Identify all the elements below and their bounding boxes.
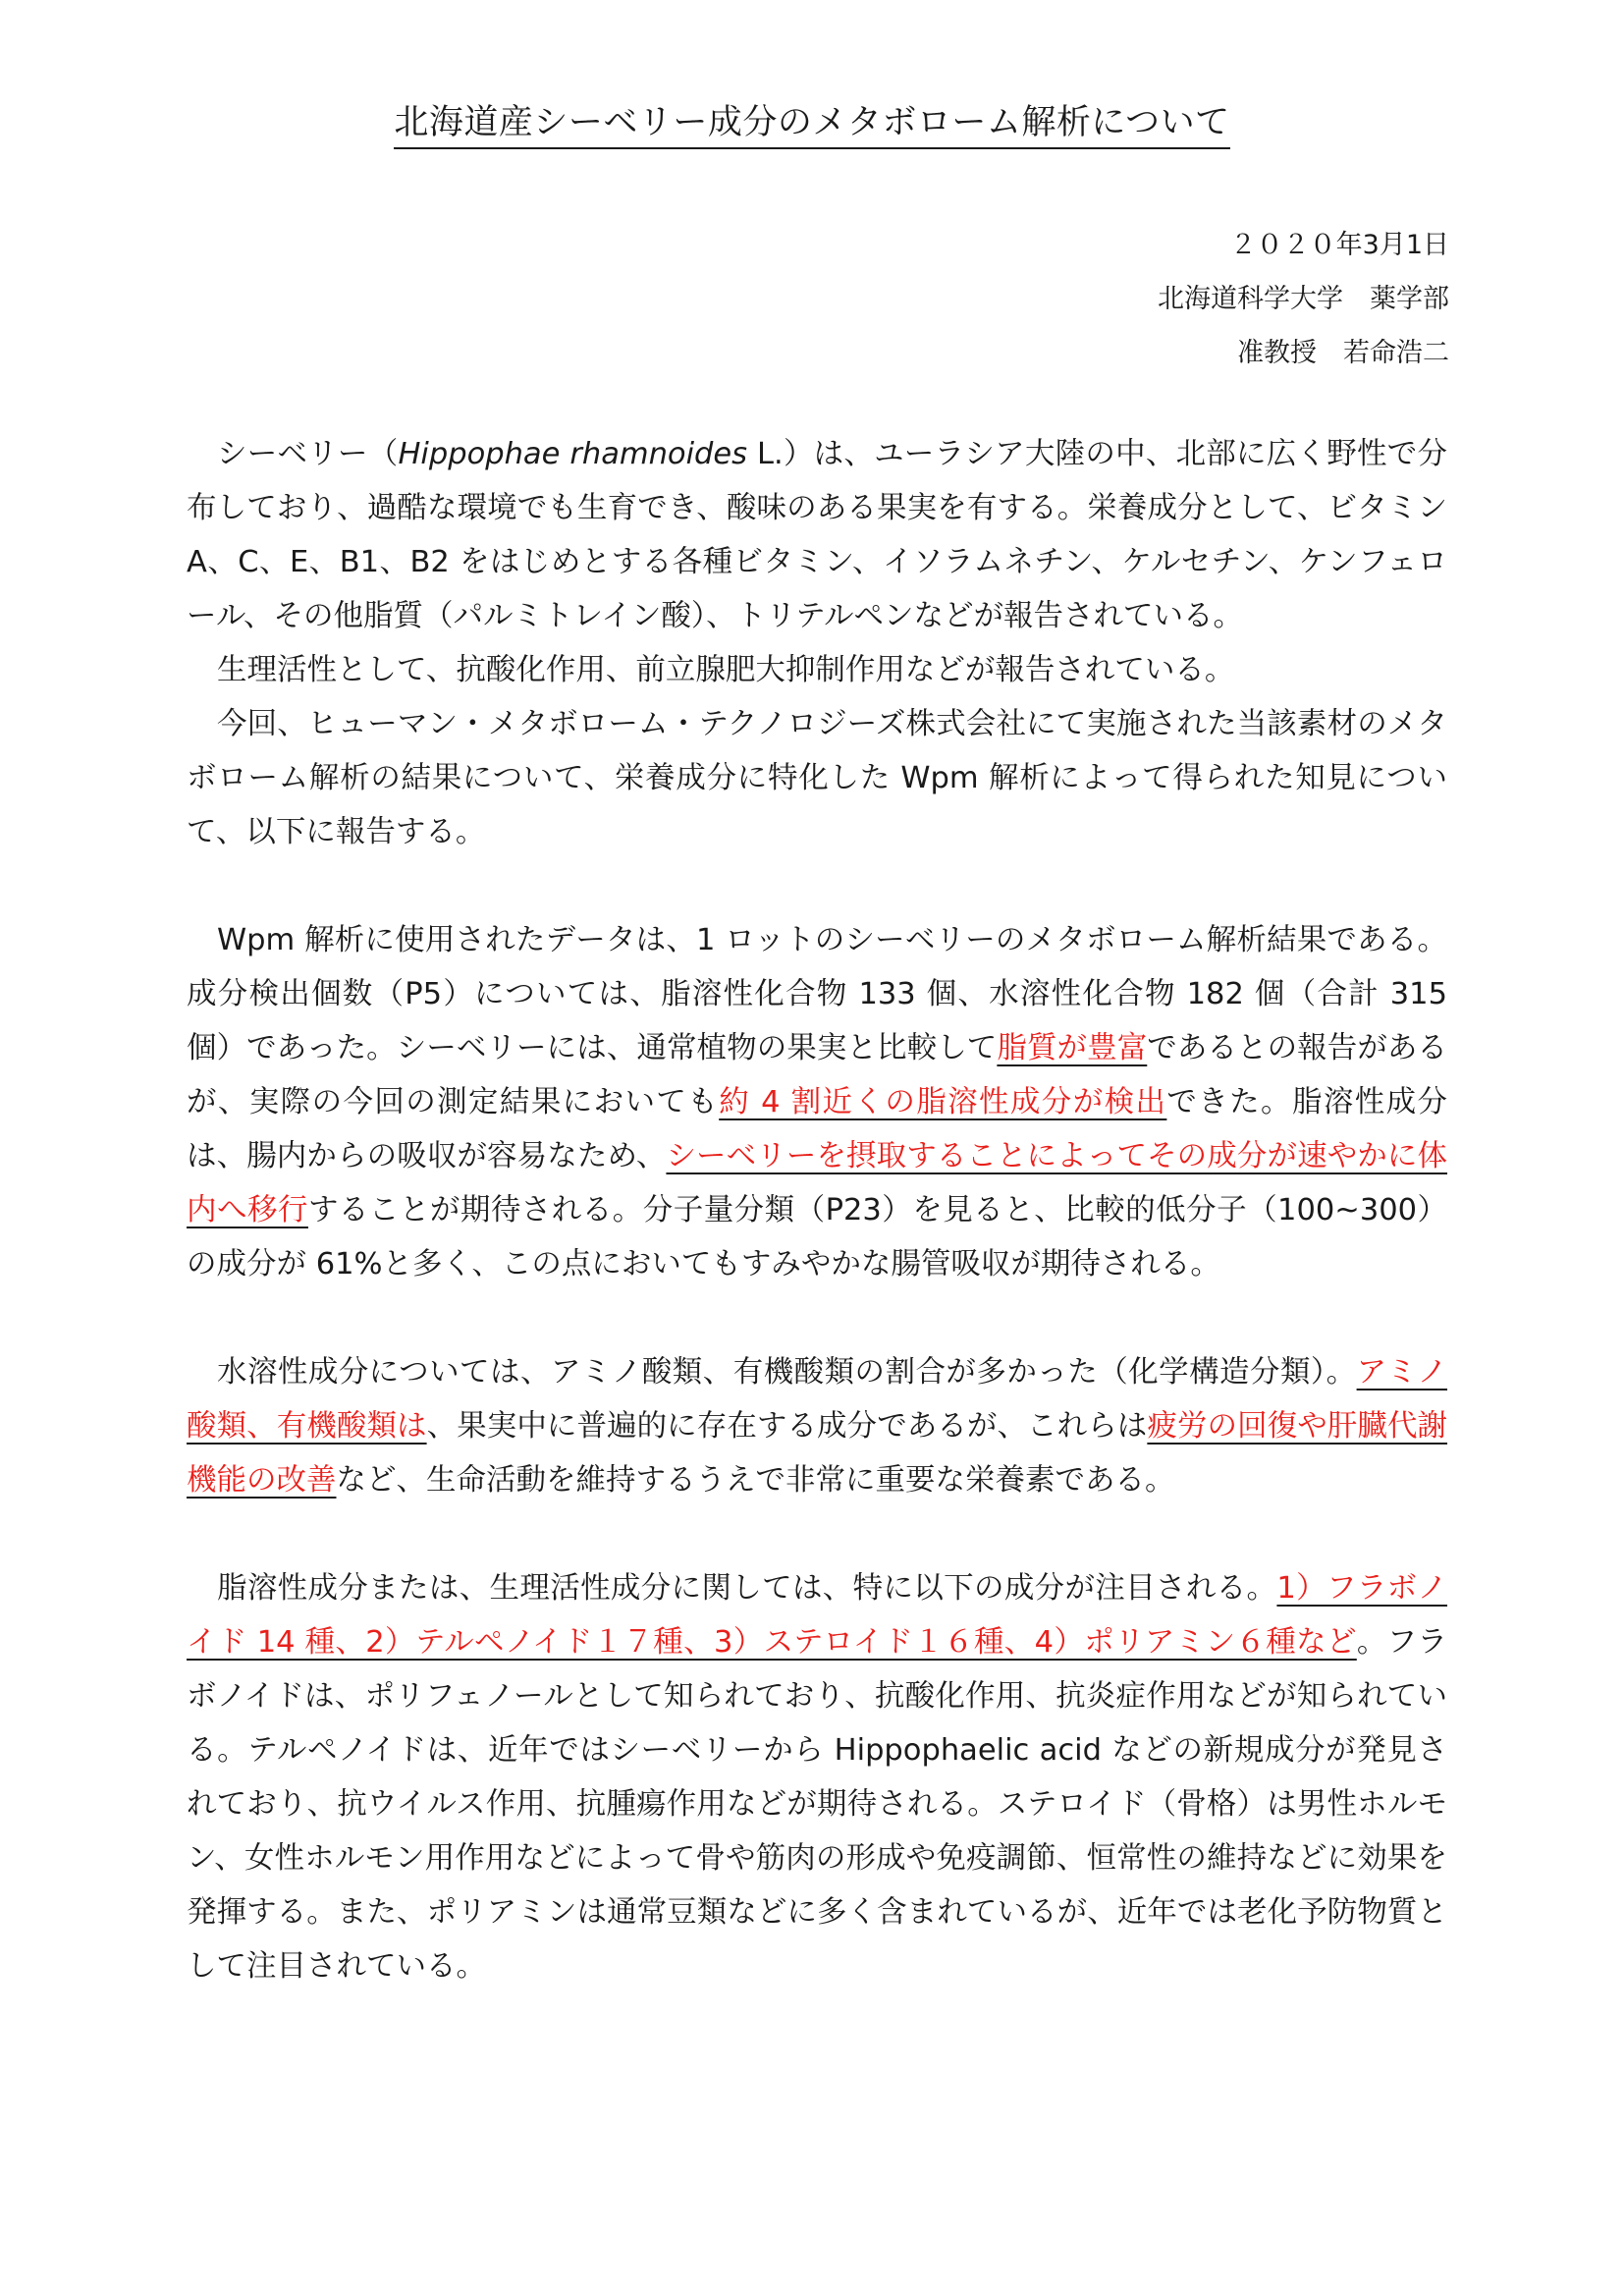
document-body	[187, 427, 1447, 1993]
paragraph-intro-text-b: L.）は、ユーラシア大陸の中、北部に広く野性で分布しており、過酷な環境でも生育でき、酸味のある果実を有する。栄養成分として、ビタミン A、C、E、B1、B2 をはじめとする各種ビタミン、イソラムネチン、ケルセチン、ケンフェロール、その他脂質（パルミトレイン酸）、トリテルペンなどが報告されている。	[187, 437, 1447, 633]
water-text-a: 水溶性成分については、アミノ酸類、有機酸類の割合が多かった（化学構造分類）。	[217, 1355, 1357, 1390]
document-date: ２０２０年3月1日	[1229, 230, 1449, 260]
document-meta	[1158, 218, 1449, 380]
title-container	[0, 100, 1624, 149]
paragraph-lipid-results	[187, 913, 1447, 1291]
highlight-amino-organic-acids: アミノ酸類、有機酸類は	[187, 1355, 1448, 1444]
lipid-text-d: することが期待される。分子量分類（P23）を見ると、比較的低分子（100~300）の成分が 61%と多く、この点においてもすみやかな腸管吸収が期待される。	[187, 1193, 1448, 1281]
document-title: 北海道産シーベリー成分のメタボローム解析について	[394, 100, 1229, 149]
lipid-text-a: Wpm 解析に使用されたデータは、1 ロットのシーベリーのメタボローム解析結果である。成分検出個数（P5）については、脂溶性化合物 133 個、水溶性化合物 182 個（合計 315 個）であった。シーベリーには、通常植物の果実と比較して	[187, 923, 1447, 1065]
paragraph-water-soluble	[187, 1345, 1447, 1507]
lipid-text-b: であるとの報告があるが、実際の今回の測定結果においても	[187, 1031, 1448, 1119]
highlight-component-list: 1）フラボノイド 14 種、2）テルペノイド１７種、3）ステロイド１６種、4）ポリアミン６種など	[187, 1571, 1448, 1660]
paragraph-intro	[187, 427, 1447, 643]
species-name: Hippophae rhamnoides	[398, 437, 748, 471]
bioactive-text-b: 。フラボノイドは、ポリフェノールとして知られており、抗酸化作用、抗炎症作用などが知られている。テルペノイドは、近年ではシーベリーから Hippophaelic acid などの新規成分が発見されており、抗ウイルス作用、抗腫瘍作用などが期待される。ステロイド（骨格）は男性ホルモン、女性ホルモン用作用などによって骨や筋肉の形成や免疫調節、恒常性の維持などに効果を発揮する。また、ポリアミンは通常豆類などに多く含まれているが、近年では老化予防物質として注目されている。	[187, 1625, 1447, 1984]
water-text-c: など、生命活動を維持するうえで非常に重要な栄養素である。	[336, 1463, 1175, 1498]
author-name: 准教授 若命浩二	[1237, 338, 1449, 368]
highlight-rapid-absorption: シーベリーを摂取することによってその成分が速やかに体内へ移行	[187, 1139, 1448, 1227]
water-text-b: 、果実中に普遍的に存在する成分であるが、これらは	[426, 1409, 1148, 1444]
paragraph-purpose: 今回、ヒューマン・メタボローム・テクノロジーズ株式会社にて実施された当該素材のメタボローム解析の結果について、栄養成分に特化した Wpm 解析によって得られた知見について、以下に報告する。	[187, 707, 1447, 849]
highlight-fatigue-liver: 疲労の回復や肝臓代謝機能の改善	[187, 1409, 1448, 1498]
highlight-lipid-ratio: 約 4 割近くの脂溶性成分が検出	[719, 1085, 1167, 1119]
paragraph-spacer	[187, 1291, 1447, 1345]
author-affiliation: 北海道科学大学 薬学部	[1158, 284, 1449, 314]
bioactive-text-a: 脂溶性成分または、生理活性成分に関しては、特に以下の成分が注目される。	[217, 1571, 1277, 1606]
lipid-text-c: できた。脂溶性成分は、腸内からの吸収が容易なため、	[187, 1085, 1448, 1173]
highlight-rich-lipid: 脂質が豊富	[997, 1031, 1148, 1065]
paragraph-bioactive-components	[187, 1561, 1447, 1993]
paragraph-spacer	[187, 859, 1447, 913]
paragraph-spacer	[187, 1507, 1447, 1561]
paragraph-bioactivity: 生理活性として、抗酸化作用、前立腺肥大抑制作用などが報告されている。	[217, 653, 1235, 687]
paragraph-intro-text-a: シーベリー（	[217, 437, 399, 471]
